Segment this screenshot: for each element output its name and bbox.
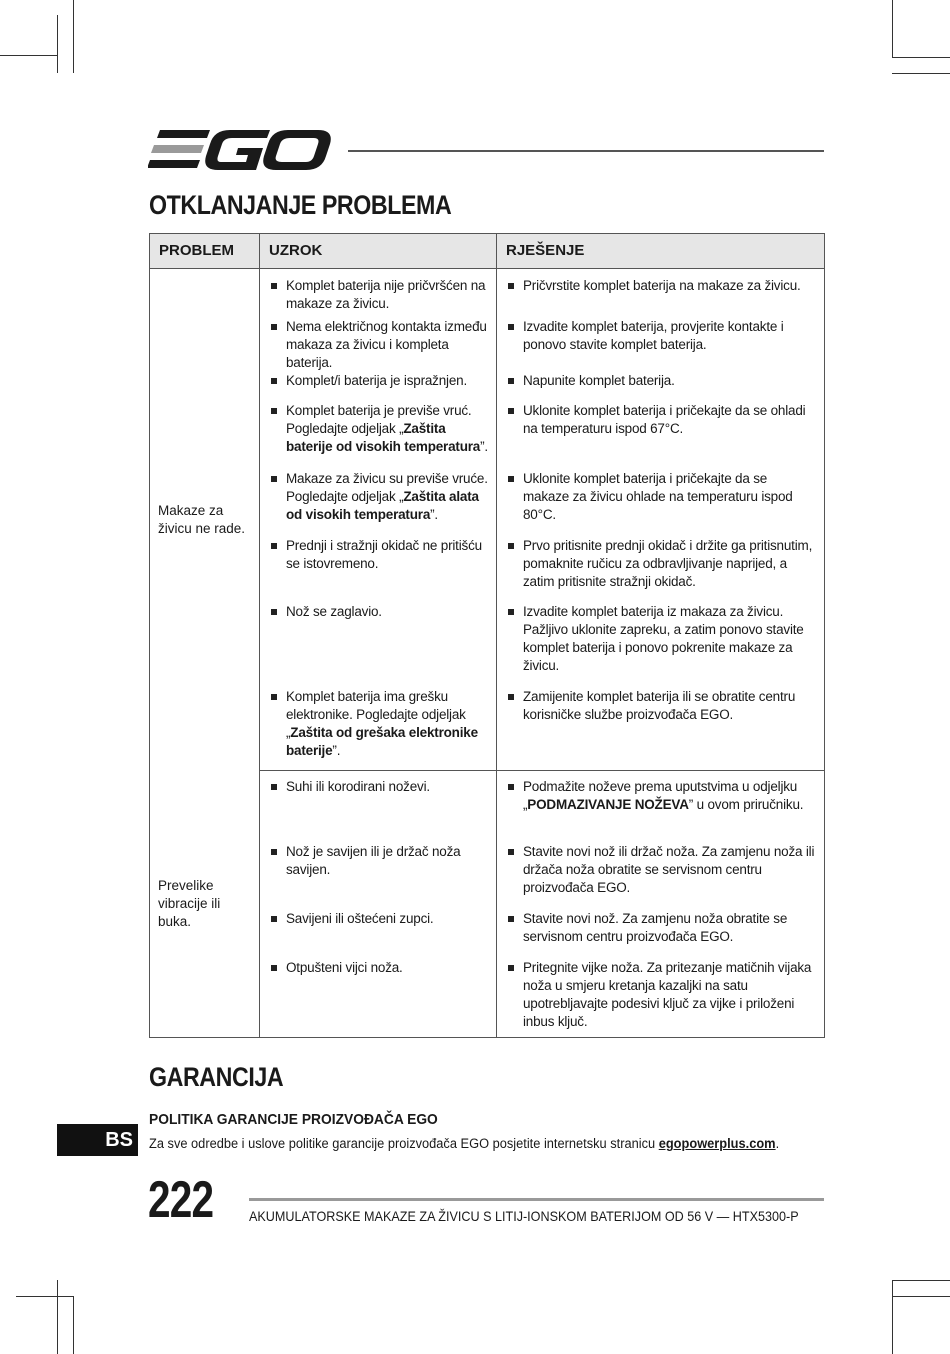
cause-item: Prednji i stražnji okidač ne pritišću se istovremeno. [270,537,488,573]
crop-mark [57,1280,58,1354]
warranty-title: GARANCIJA [149,1062,284,1092]
ego-logo [148,128,333,172]
cause-item: Savijeni ili oštećeni zupci. [270,910,488,928]
problem-cell: Prevelike vibracije ili buka. [150,771,260,1038]
cause-item: Komplet baterija je previše vruć. Pogledajte odjeljak „Zaštita baterije od visokih temperatura”. [270,402,488,456]
page-number: 222 [148,1171,214,1229]
header-solution: RJEŠENJE [497,234,825,269]
problem-cell: Makaze za živicu ne rade. [150,269,260,771]
solution-item: Prvo pritisnite prednji okidač i držite ga pritisnutim, pomaknite ručicu za odbravljivanje naprijed, a zatim pritisnite stražnji okidač. [507,537,816,591]
solution-item: Zamijenite komplet baterija ili se obratite centru korisničke službe proizvođača EGO. [507,688,816,724]
table-row [150,269,825,318]
table-row [150,771,825,843]
header-problem: PROBLEM [150,234,260,269]
crop-mark [892,1280,893,1354]
cause-item: Komplet baterija ima grešku elektronike. Pogledajte odjeljak „Zaštita od grešaka elektronike baterije”. [270,688,488,760]
section-reference: Zaštita od grešaka elektronike baterije [286,724,478,758]
crop-mark [0,55,57,56]
solution-item: Stavite novi nož ili držač noža. Za zamjenu noža ili držača noža obratite se servisnom centru proizvođača EGO. [507,843,816,897]
crop-mark [892,73,950,74]
header-rule [348,150,824,152]
troubleshooting-title: OTKLANJANJE PROBLEMA [149,190,452,220]
crop-mark [892,0,893,57]
solution-item: Uklonite komplet baterija i pričekajte da se ohladi na temperaturu ispod 67°C. [507,402,816,438]
cause-item: Suhi ili korodirani noževi. [270,778,488,796]
crop-mark [57,15,58,73]
solution-item: Stavite novi nož. Za zamjenu noža obratite se servisnom centru proizvođača EGO. [507,910,816,946]
warranty-subtitle: POLITIKA GARANCIJE PROIZVOĐAČA EGO [149,1111,438,1128]
solution-item: Izvadite komplet baterija, provjerite kontakte i ponovo stavite komplet baterija. [507,318,816,354]
crop-mark [16,1296,74,1297]
footer-rule [249,1198,824,1201]
solution-item: Pritegnite vijke noža. Za pritezanje matičnih vijaka noža u smjeru kretanja kazaljki na satu upotrebljavajte podesivi ključ za vijke i priloženi inbus ključ. [507,959,816,1031]
section-reference: Zaštita alata od visokih temperatura [286,488,479,522]
cause-item: Komplet baterija nije pričvršćen na makaze za živicu. [270,277,488,313]
section-reference: Zaštita baterije od visokih temperatura [286,420,481,454]
crop-mark [892,1280,950,1281]
warranty-text: Za sve odredbe i uslove politike garancije proizvođača EGO posjetite internetsku stranicu egopowerplus.com. [149,1136,780,1151]
footer-product-line: AKUMULATORSKE MAKAZE ZA ŽIVICU S LITIJ-IONSKOM BATERIJOM OD 56 V — HTX5300-P [249,1208,799,1224]
table-header-row [150,234,825,269]
section-reference: PODMAZIVANJE NOŽEVA [527,797,689,812]
header-cause: UZROK [260,234,497,269]
cause-item: Otpušteni vijci noža. [270,959,488,977]
solution-item: Uklonite komplet baterija i pričekajte da se makaze za živicu ohlade na temperaturu ispod 80°C. [507,470,816,524]
cause-item: Nema električnog kontakta između makaza za živicu i kompleta baterija. [270,318,488,372]
crop-mark [73,0,74,73]
crop-mark [892,57,950,58]
solution-item: Napunite komplet baterija. [507,372,816,390]
cause-item: Nož je savijen ili je držač noža savijen. [270,843,488,879]
troubleshooting-table [149,233,825,1038]
crop-mark [892,1296,950,1297]
solution-item: Pričvrstite komplet baterija na makaze za živicu. [507,277,816,295]
cause-item: Nož se zaglavio. [270,603,488,621]
website-link[interactable]: egopowerplus.com [658,1136,776,1151]
solution-item: Izvadite komplet baterija iz makaza za živicu. Pažljivo uklonite zapreku, a zatim ponovo stavite komplet baterija i ponovo pokrenite makaze za živicu. [507,603,816,675]
solution-item: Podmažite noževe prema uputstvima u odjeljku „PODMAZIVANJE NOŽEVA” u ovom priručniku. [507,778,816,814]
crop-mark [73,1296,74,1354]
language-tab: BS [57,1124,138,1156]
cause-item: Makaze za živicu su previše vruće. Pogledajte odjeljak „Zaštita alata od visokih temperatura”. [270,470,488,524]
cause-item: Komplet/i baterija je ispražnjen. [270,372,488,390]
